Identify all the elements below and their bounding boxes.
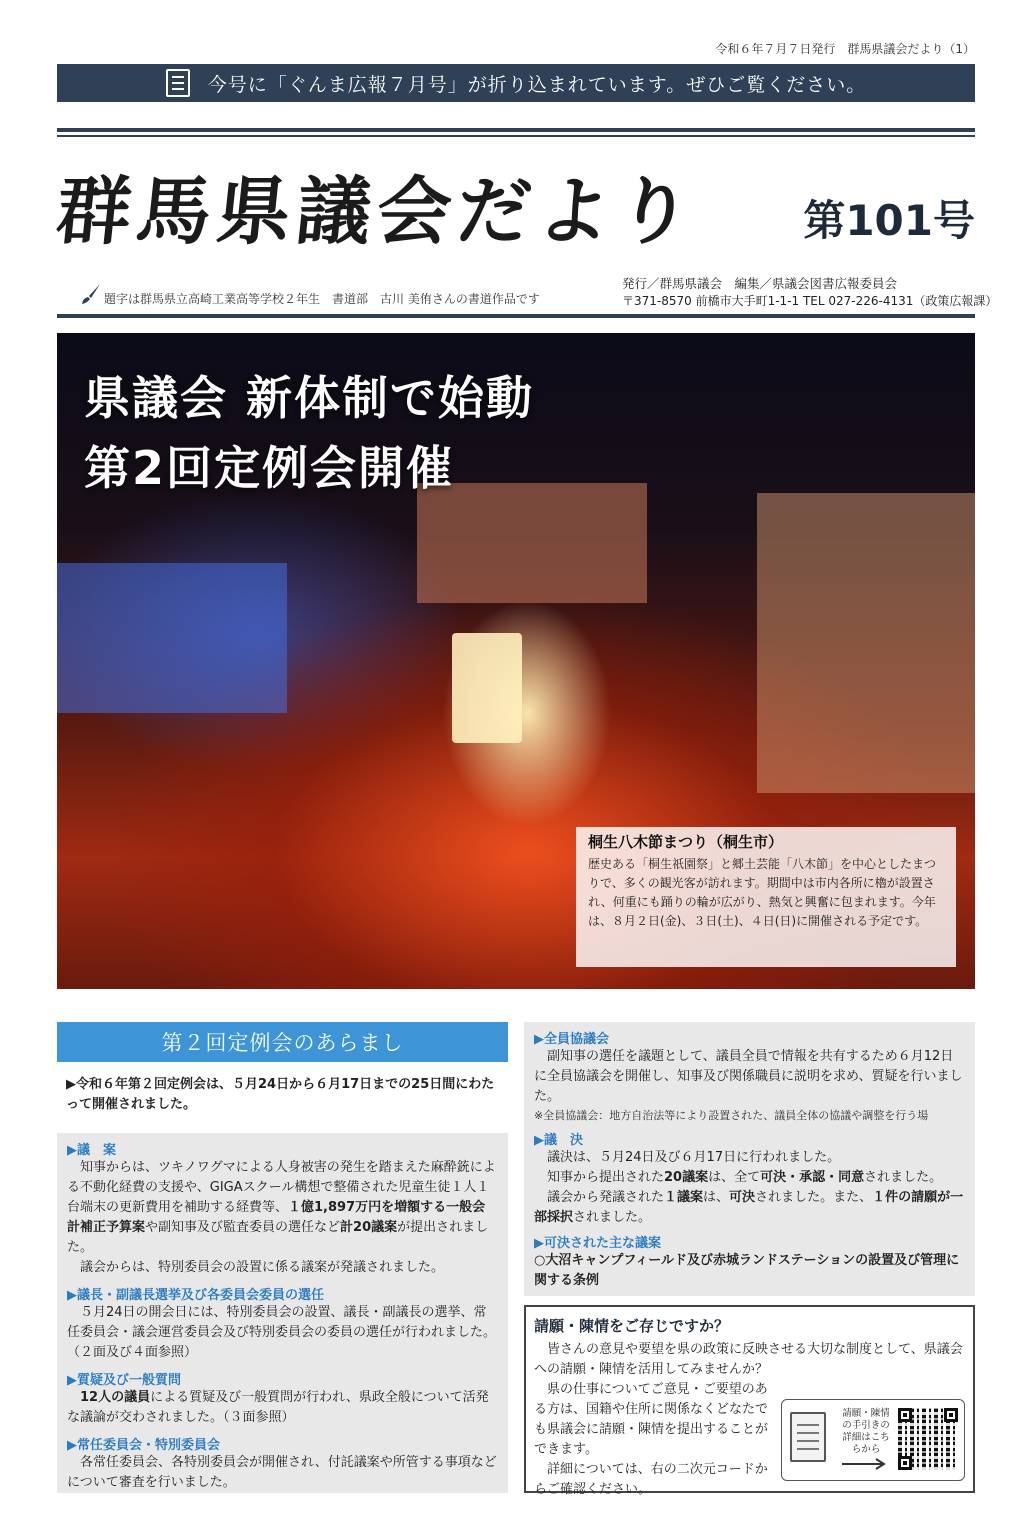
plenary-heading: ▶全員協議会 [534, 1032, 609, 1047]
headline-line-2: 第2回定例会開催 [84, 441, 455, 495]
photo-sign-blue [57, 563, 287, 713]
issue-number: 第101号 [803, 196, 975, 245]
plenary-paragraph: 副知事の選任を議題として、議員全員で情報を共有するため６月12日に全員協議会を開催し、知事及び関係職員に説明を求め、質疑を行いました。 [534, 1049, 963, 1104]
brush-icon [80, 283, 102, 305]
caption-body: 歴史ある「桐生祇園祭」と郷土芸能「八木節」を中心としたまつりで、多くの観光客が訪れます。期間中は市内各所に櫓が設置され、何重にも踊りの輪が広がり、熱気と興奮に包まれます。今年は、８月２日(金)、３日(土)、４日(日)に開催される予定です。 [588, 857, 937, 928]
questions-paragraph: 12人の議員による質疑及び一般質問が行われ、県政全般について活発な議論が交わされました。（３面参照） [67, 1390, 489, 1425]
arrow-right-icon [842, 1458, 890, 1470]
qr-label: 請願・陳情の手引きの詳細はこちらから [842, 1408, 890, 1455]
calligraphy-credit: 題字は群馬県立高崎工業高等学校２年生 書道部 古川 美侑さんの書道作品です [104, 292, 540, 306]
petition-paragraph-1: 皆さんの意見や要望を県の政策に反映させる大切な制度として、県議会への請願・陳情を活用してみませんか？ [534, 1342, 963, 1377]
section-title: 第２回定例会のあらまし [57, 1022, 508, 1062]
election-heading: ▶議長・副議長選挙及び各委員会委員の選任 [67, 1288, 324, 1303]
top-rule [57, 128, 975, 132]
passed-bills-heading: ▶可決された主な議案 [534, 1236, 661, 1251]
passed-bill-item: ○大沼キャンプフィールド及び赤城ランドステーションの設置及び管理に関する条例 [534, 1253, 960, 1288]
bills-paragraph-2: 議会からは、特別委員会の設置に係る議案が発議されました。 [80, 1260, 445, 1275]
qr-code-panel[interactable] [781, 1399, 965, 1481]
issue-date-line: 令和６年７月７日発行 群馬県議会だより（1） [715, 42, 975, 56]
election-paragraph: ５月24日の開会日には、特別委員会の設置、議長・副議長の選挙、常任委員会・議会運営委員会及び特別委員会の委員の選任が行われました。（２面及び４面参照） [67, 1305, 497, 1360]
photo-building-right [757, 493, 975, 793]
petition-title: 請願・陳情をご存じですか？ [534, 1317, 730, 1335]
hero-headline [84, 363, 534, 503]
notice-banner [57, 64, 975, 102]
right-column-box [524, 1022, 975, 1296]
address-line: 〒371-8570 前橋市大手町1-1-1 TEL 027-226-4131（政策広報課） [622, 294, 998, 308]
vote-heading: ▶議 決 [534, 1133, 583, 1148]
newsletter-title: 群馬県議会だより [52, 169, 702, 255]
qr-code-icon[interactable] [898, 1408, 958, 1470]
hero-photo [57, 333, 975, 989]
vote-paragraph-1: 議決は、５月24日及び６月17日に行われました。 [547, 1150, 841, 1165]
header-bottom-rule [57, 314, 975, 318]
petition-paragraph-3: 詳細については、右の二次元コードからご確認ください。 [534, 1462, 768, 1497]
newspaper-icon [166, 69, 190, 97]
caption-title: 桐生八木節まつり（桐生市） [588, 833, 784, 851]
headline-line-1: 県議会 新体制で始動 [84, 371, 535, 425]
photo-caption [576, 827, 956, 967]
questions-heading: ▶質疑及び一般質問 [67, 1373, 181, 1388]
bills-heading: ▶議 案 [67, 1143, 116, 1158]
committee-paragraph: 各常任委員会、各特別委員会が開催され、付託議案や所管する事項などについて審査を行いました。 [67, 1455, 497, 1490]
plenary-note: ※全員協議会：地方自治法等により設置された、議員全体の協議や調整を行う場 [534, 1109, 929, 1122]
top-rule-thin [57, 135, 975, 137]
petition-box [524, 1305, 975, 1497]
committee-heading: ▶常任委員会・特別委員会 [67, 1438, 220, 1453]
vote-paragraph-2: 知事から提出された20議案は、全て可決・承認・同意されました。 [547, 1170, 943, 1185]
petition-paragraph-2: 県の仕事についてご意見・ご要望のある方は、国籍や住所に関係なくどなたでも県議会に請願・陳情を提出することができます。 [534, 1382, 769, 1457]
summary-box [57, 1133, 508, 1493]
vote-paragraph-3: 議会から発議された１議案は、可決されました。また、１件の請願が一部採択されました。 [534, 1190, 964, 1225]
session-intro: ▶令和６年第２回定例会は、５月24日から６月17日までの25日間にわたって開催されました。 [66, 1077, 495, 1112]
bills-paragraph: 知事からは、ツキノワグマによる人身被害の発生を踏まえた麻酔銃による不動化経費の支援や、GIGAスクール構想で整備された児童生徒１人１台端末の更新費用を補助する経費等、１億1,897万円を増額する一般会計補正予算案や副知事及び監査委員の選任など計20議案が提出されました。 [67, 1160, 496, 1255]
notice-text: 今号に「ぐんま広報７月号」が折り込まれています。ぜひご覧ください。 [207, 73, 867, 96]
photo-yagura-tower [452, 633, 522, 743]
publisher-line: 発行／群馬県議会 編集／県議会図書広報委員会 [622, 276, 898, 291]
document-icon [790, 1412, 826, 1462]
